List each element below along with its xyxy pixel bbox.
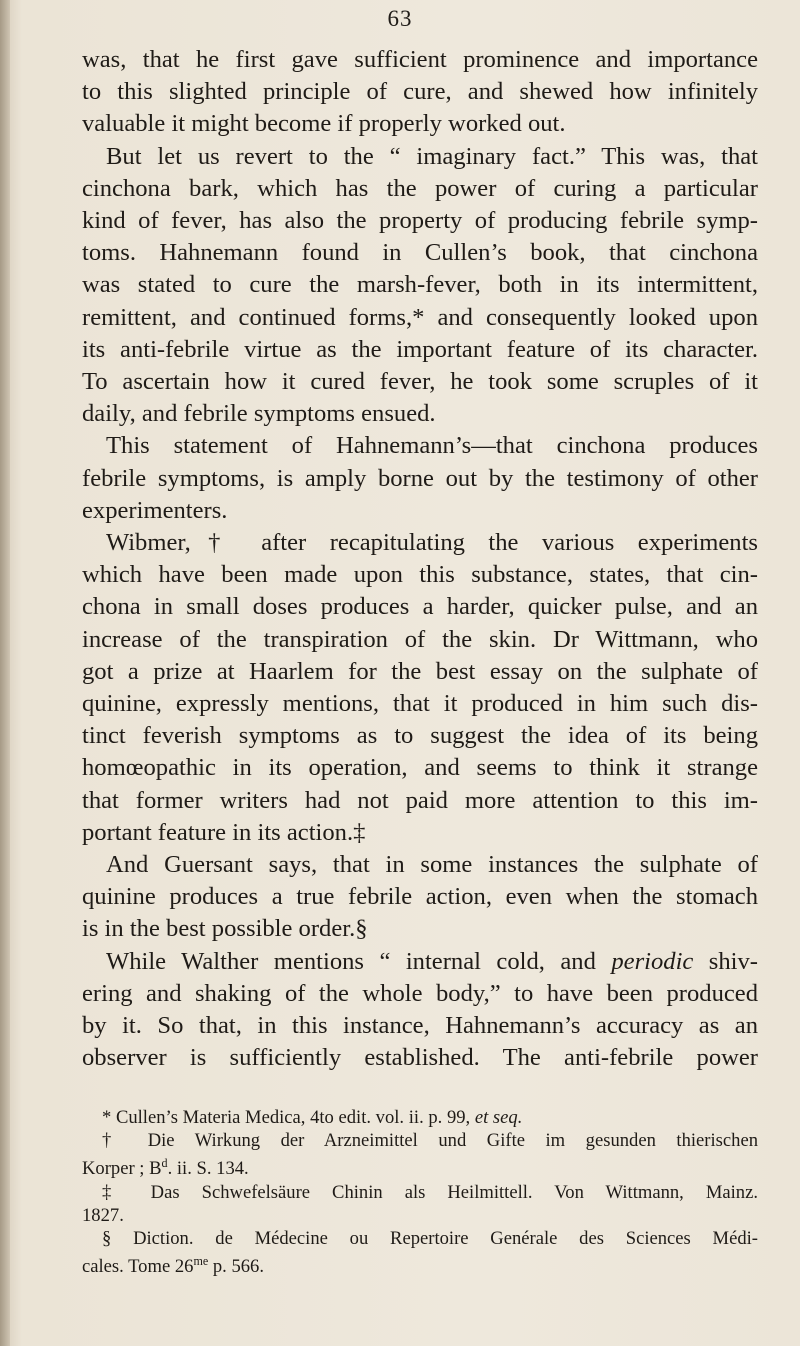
body-line-32: observer is sufficiently established. The anti-febrile power — [82, 1044, 758, 1072]
body-line-22: tinct feverish symptoms as to suggest the idea of its being — [82, 722, 758, 750]
footnote-line-5: 1827. — [82, 1205, 124, 1226]
body-line-20: got a prize at Haarlem for the best essay on the sulphate of — [82, 657, 758, 685]
body-line-30: ering and shaking of the whole body,” to have been produced — [82, 979, 758, 1007]
body-line-1: was, that he first gave sufficient prominence and importance — [82, 46, 758, 73]
body-line-18: chona in small doses produces a harder, quicker pulse, and an — [82, 593, 758, 621]
footnote-line-3: Korper ; $B^d$. ii. S. 134. — [82, 1156, 249, 1180]
body-line-29: While Walther mentions “ internal cold, and periodic shiv- — [106, 947, 758, 975]
footnote-line-2: † Die Wirkung der Arzneimittel und Gifte im gesunden thierischen — [102, 1130, 758, 1152]
footnote-line-6: § Diction. de Médecine ou Repertoire Genérale des Sciences Médi- — [102, 1228, 758, 1250]
body-line-5: cinchona bark, which has the power of curing a particular — [82, 174, 758, 202]
body-line-3: valuable it might become if properly worked out. — [82, 110, 566, 138]
body-line-25: portant feature in its action.‡ — [82, 818, 366, 846]
body-line-17: which have been made upon this substance, states, that cin- — [82, 561, 758, 589]
body-line-6: kind of fever, has also the property of producing febrile symp- — [82, 207, 758, 235]
body-line-19: increase of the transpiration of the skin. Dr Wittmann, who — [82, 625, 758, 653]
body-line-23: homœopathic in its operation, and seems to think it strange — [82, 754, 758, 782]
body-line-24: that former writers had not paid more attention to this im- — [82, 786, 758, 814]
body-line-8: was stated to cure the marsh-fever, both in its intermittent, — [82, 271, 758, 299]
body-text — [82, 44, 758, 1075]
body-line-31: by it. So that, in this instance, Hahnemann’s accuracy as an — [82, 1012, 758, 1040]
body-line-12: daily, and febrile symptoms ensued. — [82, 400, 436, 428]
footnote-line-4: ‡ Das Schwefelsäure Chinin als Heilmittell. Von Wittmann, Mainz. — [102, 1181, 758, 1203]
body-line-2: to this slighted principle of cure, and shewed how infinitely — [82, 78, 758, 106]
page-spine-shadow — [0, 0, 10, 1346]
body-line-10: its anti-febrile virtue as the important feature of its character. — [82, 335, 758, 363]
body-line-28: is in the best possible order.§ — [82, 915, 368, 943]
body-line-26: And Guersant says, that in some instances the sulphate of — [106, 851, 758, 879]
body-line-14: febrile symptoms, is amply borne out by the testimony of other — [82, 464, 758, 492]
footnotes — [82, 1106, 758, 1279]
body-line-27: quinine produces a true febrile action, even when the stomach — [82, 883, 758, 911]
body-line-16: Wibmer,† after recapitulating the various experiments — [106, 529, 758, 557]
body-line-7: toms. Hahnemann found in Cullen’s book, that cinchona — [82, 239, 758, 267]
footnote-line-7: cales. Tome $26^{me}$ p. 566. — [82, 1254, 264, 1278]
body-line-13: This statement of Hahnemann’s—that cinchona produces — [106, 432, 758, 460]
body-line-21: quinine, expressly mentions, that it produced in him such dis- — [82, 690, 758, 718]
body-line-4: But let us revert to the “ imaginary fact.” This was, that — [106, 142, 758, 170]
footnote-line-1: * Cullen’s Materia Medica, 4to edit. vol. ii. p. 99, et seq. — [102, 1107, 523, 1128]
page-number: 63 — [387, 6, 413, 31]
body-line-9: remittent, and continued forms,* and consequently looked upon — [82, 303, 758, 331]
body-line-11: To ascertain how it cured fever, he took some scruples of it — [82, 368, 758, 396]
body-line-15: experimenters. — [82, 496, 228, 524]
